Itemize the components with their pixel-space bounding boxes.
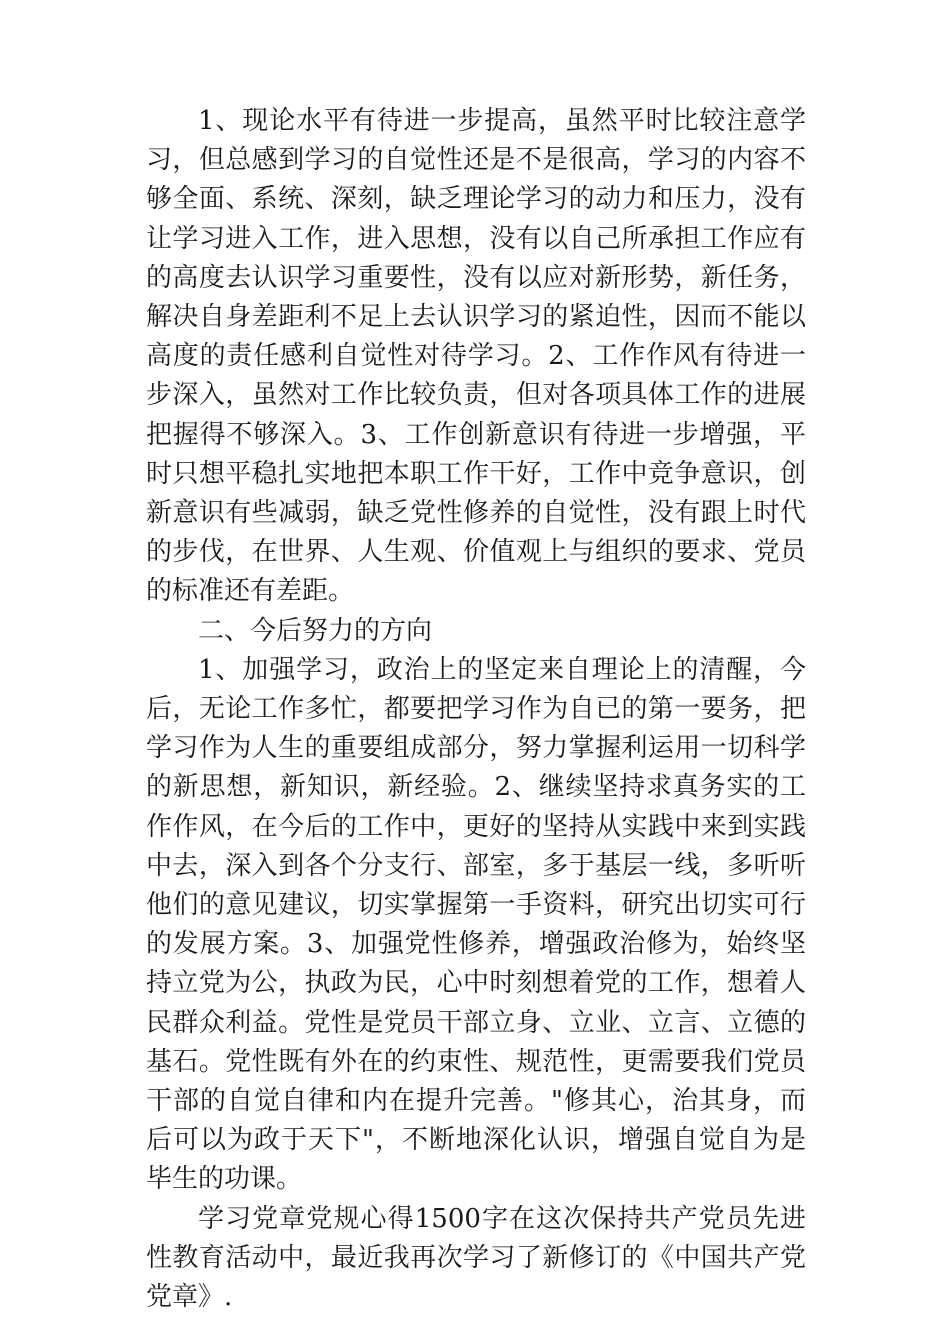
paragraph-problems: 1、现论水平有待进一步提高，虽然平时比较注意学习，但总感到学习的自觉性还是不是很高，学习的内容不够全面、系统、深刻，缺乏理论学习的动力和压力，没有让学习进入工作，进入思想，没有以自己所承担工作应有的高度去认识学习重要性，没有以应对新形势，新任务，解决自身差距利不足上去认识学习的紧迫性，因而不能以高度的责任感利自觉性对待学习。2、工作作风有待进一步深入，虽然对工作比较负责，但对各项具体工作的进展把握得不够深入。3、工作创新意识有待进一步增强，平时只想平稳扎实地把本职工作干好，工作中竞争意识，创新意识有些减弱，缺乏党性修养的自觉性，没有跟上时代的步伐，在世界、人生观、价值观上与组织的要求、党员的标准还有差距。 [146,106,806,607]
section-heading-future-direction: 二、今后努力的方向 [198,615,433,646]
paragraph-improvements: 1、加强学习，政治上的坚定来自理论上的清醒，今后，无论工作多忙，都要把学习作为自已的第一要务，把学习作为人生的重要组成部分，努力掌握利运用一切科学的新思想，新知识，新经验。2、继续坚持求真务实的工作作风，在今后的工作中，更好的坚持从实践中来到实践中去，深入到各个分支行、部室，多于基层一线，多听听他们的意见建议，切实掌握第一手资料，研究出切实可行的发展方案。3、加强党性修养，增强政治修为，始终坚持立党为公，执政为民，心中时刻想着党的工作，想着人民群众利益。党性是党员干部立身、立业、立言、立德的基石。党性既有外在的约束性、规范性，更需要我们党员干部的自觉自律和内在提升完善。"修其心，治其身，而后可以为政于天下"，不断地深化认识，增强自觉自为是毕生的功课。 [146,654,806,1195]
paragraph-party-constitution-study: 学习党章党规心得1500字在这次保持共产党员先进性教育活动中，最近我再次学习了新修订的《中国共产党党章》. [146,1203,806,1313]
document-body [146,102,806,1317]
